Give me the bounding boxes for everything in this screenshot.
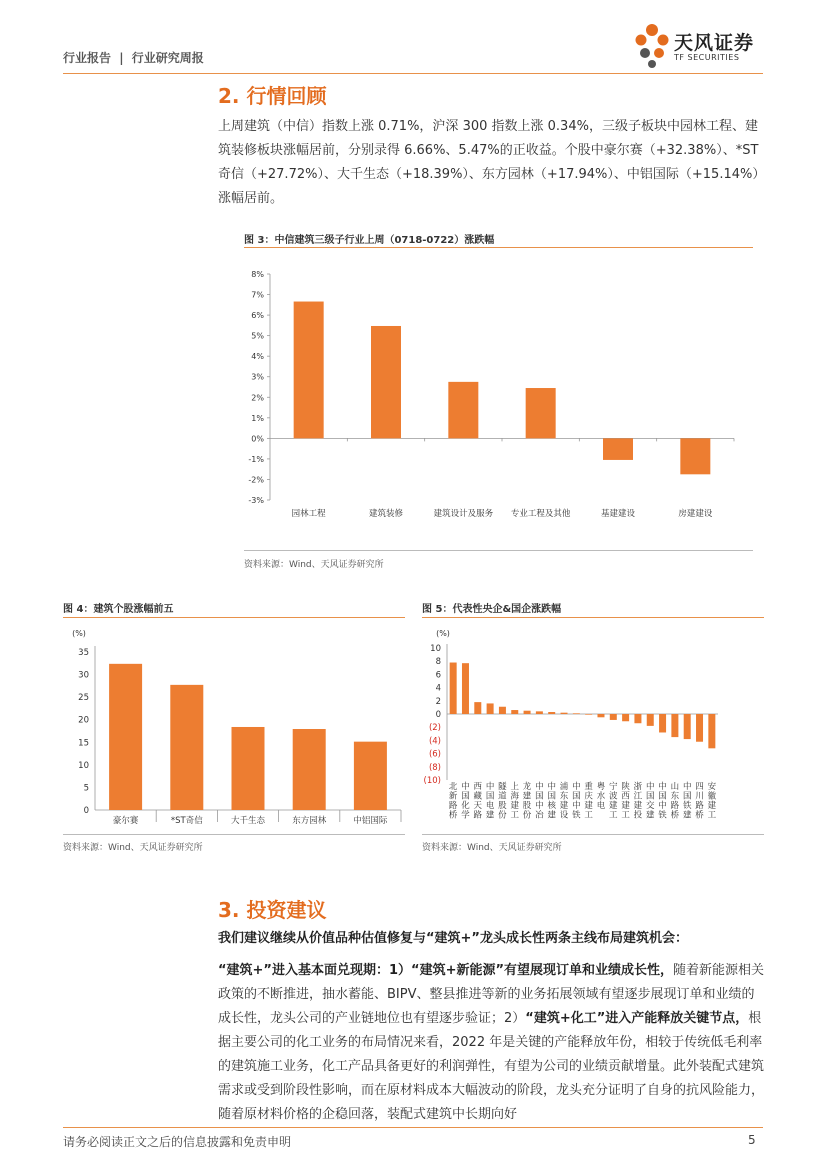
header-rule bbox=[63, 73, 763, 74]
fig5-bar bbox=[462, 663, 469, 714]
fig5-x-label-char: 工 bbox=[584, 810, 593, 821]
fig5-unit: (%) bbox=[436, 629, 450, 638]
fig5-x-label-char: 庆 bbox=[584, 791, 593, 802]
section-3-title: 3. 投资建议 bbox=[218, 898, 327, 922]
fig3-y-tick: 0% bbox=[251, 434, 264, 444]
fig4-y-tick: 0 bbox=[83, 806, 89, 816]
section-3-bold-1: “建筑+”进入基本面兑现期：1）“建筑+新能源”有望展现订单和业绩成长性， bbox=[218, 963, 674, 978]
fig5-x-label-char: 江 bbox=[633, 791, 643, 802]
fig5-x-label-char: 东 bbox=[670, 791, 680, 802]
fig5-x-label-char: 水 bbox=[596, 791, 606, 802]
fig4-title-rule bbox=[63, 617, 405, 618]
fig5-x-label-char: 川 bbox=[695, 791, 704, 802]
fig4-x-label: 大千生态 bbox=[230, 816, 266, 826]
fig5-bar bbox=[659, 714, 666, 732]
section-3-lead: 我们建议继续从价值品种估值修复与“建筑+”龙头成长性两条主线布局建筑机会： bbox=[218, 931, 688, 946]
fig5-x-label-char: 国 bbox=[547, 791, 556, 802]
fig5-bar bbox=[499, 707, 506, 714]
fig3-bar bbox=[371, 326, 401, 438]
fig5-x-label-char: 建 bbox=[707, 801, 717, 811]
fig5-x-label-char: 建 bbox=[682, 810, 692, 821]
fig4-bar bbox=[109, 664, 142, 810]
fig5-x-label-char: 北 bbox=[448, 782, 458, 792]
fig5-x-label-char: 中 bbox=[485, 782, 495, 792]
fig4-y-tick: 5 bbox=[83, 783, 89, 794]
fig4-chart bbox=[63, 620, 405, 832]
fig3-x-label: 基建建设 bbox=[600, 509, 636, 519]
fig5-x-label-char: 工 bbox=[621, 810, 630, 821]
fig5-x-label-char: 电 bbox=[485, 801, 495, 811]
fig4-x-label: 豪尔赛 bbox=[112, 816, 139, 826]
fig3-y-tick: 7% bbox=[251, 290, 264, 300]
fig5-x-label-char: 学 bbox=[461, 810, 470, 821]
fig5-x-label-char: 西 bbox=[473, 782, 483, 792]
fig5-x-label-char: 工 bbox=[609, 810, 618, 821]
fig5-y-tick: 2 bbox=[435, 696, 441, 707]
fig4-y-tick: 35 bbox=[78, 648, 89, 658]
fig5-x-label-char: 中 bbox=[461, 782, 470, 792]
fig5-x-label-char: 浙 bbox=[633, 782, 643, 792]
fig5-x-label-char: 铁 bbox=[682, 801, 692, 811]
fig4-title: 图 4：建筑个股涨幅前五 bbox=[63, 604, 174, 615]
fig5-bar bbox=[548, 712, 555, 714]
report-header bbox=[63, 49, 204, 66]
fig5-bar bbox=[634, 714, 641, 723]
fig5-x-label-char: 中 bbox=[658, 801, 667, 811]
fig5-x-label-char: 四 bbox=[695, 782, 704, 792]
fig4-x-label: 东方园林 bbox=[292, 816, 327, 826]
fig5-x-label-char: 中 bbox=[645, 782, 655, 792]
company-logo bbox=[632, 20, 772, 70]
fig5-bar bbox=[647, 714, 654, 726]
fig5-x-label-char: 核 bbox=[547, 801, 556, 811]
fig5-x-label-char: 中 bbox=[658, 782, 667, 792]
fig5-title-rule bbox=[422, 617, 764, 618]
fig5-x-label-char: 天 bbox=[473, 801, 483, 811]
fig5-x-label-char: 西 bbox=[621, 791, 630, 802]
fig5-x-label-char: 海 bbox=[510, 791, 520, 802]
fig4-y-tick: 30 bbox=[78, 670, 89, 681]
fig5-y-tick: 0 bbox=[435, 710, 441, 720]
fig5-x-label-char: 建 bbox=[633, 801, 643, 811]
section-3-text-2: 根据主要公司的化工业务的布局情况来看，2022 年是关键的产能释放年份，相较于传统低毛利率的建筑施工业务，化工产品具备更好的利润弹性，有望为公司的业绩贡献增量。此外装配式建筑需求或受到阶段性影响，而在原材料成本大幅波动的阶段，龙头充分证明了自身的抗风险能力，随着原材料价格的企稳回落，装配式建筑中长期向好 bbox=[218, 1011, 765, 1122]
fig5-x-label-char: 新 bbox=[448, 791, 458, 802]
fig5-x-label-char: 工 bbox=[510, 810, 520, 821]
fig5-x-label-char: 隧 bbox=[498, 782, 507, 792]
logo-name-en: TF SECURITIES bbox=[674, 53, 740, 62]
fig5-x-label-char: 设 bbox=[559, 810, 569, 821]
fig5-x-label-char: 桥 bbox=[448, 810, 458, 821]
fig5-x-label-char: 化 bbox=[461, 801, 470, 811]
fig5-x-label-char: 陕 bbox=[621, 782, 630, 792]
fig5-x-label-char: 建 bbox=[485, 810, 495, 821]
fig5-y-tick: (4) bbox=[428, 736, 441, 747]
fig5-bar bbox=[573, 713, 580, 714]
fig5-bar bbox=[474, 702, 481, 714]
fig5-x-label-char: 股 bbox=[522, 801, 532, 811]
fig5-bar bbox=[450, 663, 457, 714]
fig4-bottom-rule bbox=[63, 834, 405, 835]
section-2-paragraph: 上周建筑（中信）指数上涨 0.71%，沪深 300 指数上涨 0.34%，三级子板块中园林工程、建筑装修板块涨幅居前，分别录得 6.66%、5.47%的正收益。个股中豪尔赛（+32.38%）、*ST 奇信（+27.72%）、大千生态（+18.39%）、东方园林（+17.94%）、中铝国际（+15.14%）涨幅居前。 bbox=[218, 119, 766, 206]
fig3-y-tick: 1% bbox=[251, 413, 264, 423]
fig5-x-label-char: 中 bbox=[682, 782, 692, 792]
fig5-x-label-char: 建 bbox=[645, 810, 655, 821]
fig5-x-label-char: 冶 bbox=[535, 810, 544, 821]
fig5-x-label-char: 路 bbox=[670, 801, 680, 811]
fig5-x-label-char: 中 bbox=[547, 782, 556, 792]
header-separator: | bbox=[119, 51, 124, 65]
fig4-bar bbox=[170, 685, 203, 810]
fig5-x-label-char: 投 bbox=[633, 810, 643, 821]
fig5-x-label-char: 藏 bbox=[473, 791, 483, 802]
section-3-bold-2: “建筑+化工”进入产能释放关键节点， bbox=[525, 1011, 749, 1026]
fig5-y-tick: 4 bbox=[435, 683, 441, 694]
fig5-x-label-char: 份 bbox=[498, 810, 507, 821]
fig3-y-tick: 3% bbox=[251, 372, 264, 382]
fig5-x-label-char: 建 bbox=[510, 801, 520, 811]
fig5-x-label-char: 路 bbox=[448, 801, 458, 811]
fig3-chart bbox=[244, 258, 753, 548]
fig3-y-tick: 2% bbox=[251, 393, 264, 403]
fig4-bar bbox=[354, 742, 387, 810]
fig3-bar bbox=[680, 438, 710, 474]
fig5-bar bbox=[622, 714, 629, 721]
fig4-x-label: 中铝国际 bbox=[353, 816, 388, 826]
fig3-y-tick: -2% bbox=[248, 475, 264, 485]
fig5-x-label-char: 份 bbox=[522, 810, 532, 821]
fig5-source: 资料来源：Wind、天风证券研究所 bbox=[422, 843, 562, 853]
section-2-title: 2. 行情回顾 bbox=[218, 84, 327, 108]
fig5-x-label-char: 国 bbox=[485, 791, 495, 802]
fig5-x-label-char: 中 bbox=[572, 782, 581, 792]
fig5-x-label-char: 建 bbox=[547, 810, 556, 821]
fig5-x-label-char: 龙 bbox=[522, 782, 532, 792]
fig3-bar bbox=[526, 388, 556, 438]
fig5-x-label-char: 建 bbox=[559, 801, 569, 811]
fig5-x-label-char: 路 bbox=[695, 801, 704, 811]
fig5-bar bbox=[524, 711, 531, 714]
fig5-y-tick: 8 bbox=[435, 657, 441, 668]
fig5-x-label-char: 桥 bbox=[670, 810, 680, 821]
fig5-bar bbox=[696, 714, 703, 742]
fig3-y-tick: -1% bbox=[248, 454, 264, 464]
fig5-x-label-char: 安 bbox=[707, 782, 717, 792]
fig5-bar bbox=[536, 711, 543, 714]
fig5-x-label-char: 电 bbox=[596, 801, 606, 811]
fig5-bar bbox=[561, 713, 568, 714]
fig3-bottom-rule bbox=[244, 550, 753, 551]
report-category: 行业报告 bbox=[63, 51, 112, 65]
fig4-bar bbox=[293, 729, 326, 810]
fig5-bar bbox=[610, 714, 617, 720]
fig3-bar bbox=[294, 302, 324, 439]
fig5-chart bbox=[422, 620, 764, 832]
section-3-paragraph bbox=[218, 959, 766, 1127]
fig5-y-tick: 10 bbox=[430, 644, 441, 654]
fig3-y-tick: 6% bbox=[251, 311, 264, 321]
fig5-x-label-char: 中 bbox=[572, 801, 581, 811]
fig4-x-label: *ST奇信 bbox=[170, 816, 203, 826]
fig3-y-tick: 5% bbox=[251, 331, 264, 341]
fig5-y-tick: 6 bbox=[435, 670, 441, 681]
fig5-bottom-rule bbox=[422, 834, 764, 835]
fig5-x-label-char: 道 bbox=[498, 791, 507, 802]
fig3-x-label: 园林工程 bbox=[291, 509, 326, 519]
fig5-x-label-char: 浦 bbox=[559, 782, 569, 792]
fig5-bar bbox=[585, 714, 592, 715]
fig5-x-label-char: 国 bbox=[572, 791, 581, 802]
fig5-x-label-char: 东 bbox=[559, 791, 569, 802]
report-subcategory: 行业研究周报 bbox=[131, 51, 204, 65]
fig5-x-label-char: 宁 bbox=[609, 782, 618, 792]
fig4-unit: (%) bbox=[72, 629, 86, 638]
fig3-bar bbox=[448, 382, 478, 439]
fig5-x-label-char: 中 bbox=[535, 801, 544, 811]
fig4-source: 资料来源：Wind、天风证券研究所 bbox=[63, 843, 203, 853]
fig5-bar bbox=[684, 714, 691, 739]
fig5-x-label-char: 工 bbox=[707, 810, 717, 821]
fig5-bar bbox=[487, 703, 494, 714]
logo-mark-icon bbox=[632, 22, 672, 68]
fig5-y-tick: (2) bbox=[428, 723, 441, 734]
fig3-x-label: 专业工程及其他 bbox=[510, 509, 571, 519]
fig5-x-label-char: 重 bbox=[584, 782, 593, 792]
fig5-x-label-char: 铁 bbox=[658, 810, 667, 821]
fig5-x-label-char: 国 bbox=[658, 791, 667, 802]
fig3-x-label: 建筑装修 bbox=[368, 509, 404, 519]
fig4-y-tick: 20 bbox=[78, 715, 89, 726]
fig3-x-label: 建筑设计及服务 bbox=[433, 509, 494, 519]
fig5-title: 图 5：代表性央企&国企涨跌幅 bbox=[422, 604, 562, 615]
page-number: 5 bbox=[748, 1133, 756, 1147]
fig5-bar bbox=[708, 714, 715, 748]
footer-rule bbox=[63, 1127, 763, 1128]
fig3-y-tick: 4% bbox=[251, 352, 264, 362]
fig5-x-label-char: 国 bbox=[461, 791, 470, 802]
fig5-x-label-char: 股 bbox=[498, 801, 507, 811]
fig3-x-label: 房建建设 bbox=[678, 509, 713, 519]
fig3-bar bbox=[603, 438, 633, 460]
section-3-text-1: 随着新能源相关政策的不断推进，抽水蓄能、BIPV、整县推进等新的业务拓展领域有望逐步展现订单和业绩的成长性，龙头公司的产业链地位也有望逐步验证；2） bbox=[218, 963, 765, 1026]
fig5-x-label-char: 山 bbox=[670, 782, 680, 792]
fig5-x-label-char: 徽 bbox=[707, 791, 717, 802]
fig5-x-label-char: 国 bbox=[645, 791, 655, 802]
fig5-y-tick: (6) bbox=[428, 749, 441, 760]
fig5-x-label-char: 粤 bbox=[596, 782, 606, 792]
fig5-bar bbox=[671, 714, 678, 737]
fig5-x-label-char: 波 bbox=[609, 791, 618, 802]
fig4-y-tick: 10 bbox=[78, 760, 89, 771]
fig5-x-label-char: 建 bbox=[621, 801, 630, 811]
fig5-x-label-char: 交 bbox=[645, 801, 655, 811]
fig3-title: 图 3：中信建筑三级子行业上周（0718-0722）涨跌幅 bbox=[244, 235, 495, 246]
fig5-x-label-char: 上 bbox=[510, 782, 520, 792]
fig3-y-tick: 8% bbox=[251, 270, 264, 279]
fig5-y-tick: (10) bbox=[423, 776, 441, 786]
fig5-x-label-char: 建 bbox=[522, 791, 532, 802]
fig5-y-tick: (8) bbox=[428, 762, 441, 773]
fig5-bar bbox=[511, 710, 518, 714]
fig5-x-label-char: 建 bbox=[609, 801, 618, 811]
fig5-x-label-char: 铁 bbox=[572, 810, 581, 821]
fig5-bar bbox=[597, 714, 604, 717]
logo-name-cn: 天风证券 bbox=[674, 32, 755, 54]
footer-disclaimer: 请务必阅读正文之后的信息披露和免责申明 bbox=[63, 1135, 292, 1149]
fig3-source: 资料来源：Wind、天风证券研究所 bbox=[244, 560, 384, 570]
fig5-x-label-char: 桥 bbox=[695, 810, 704, 821]
fig4-y-tick: 25 bbox=[78, 693, 89, 704]
fig5-x-label-char: 路 bbox=[473, 810, 483, 821]
fig4-y-tick: 15 bbox=[78, 738, 89, 749]
fig3-title-rule bbox=[244, 247, 753, 248]
fig4-bar bbox=[232, 727, 265, 810]
fig3-y-tick: -3% bbox=[248, 496, 264, 505]
fig5-x-label-char: 国 bbox=[682, 791, 692, 802]
fig5-x-label-char: 建 bbox=[584, 801, 593, 811]
fig5-x-label-char: 中 bbox=[535, 782, 544, 792]
fig5-x-label-char: 国 bbox=[535, 791, 544, 802]
